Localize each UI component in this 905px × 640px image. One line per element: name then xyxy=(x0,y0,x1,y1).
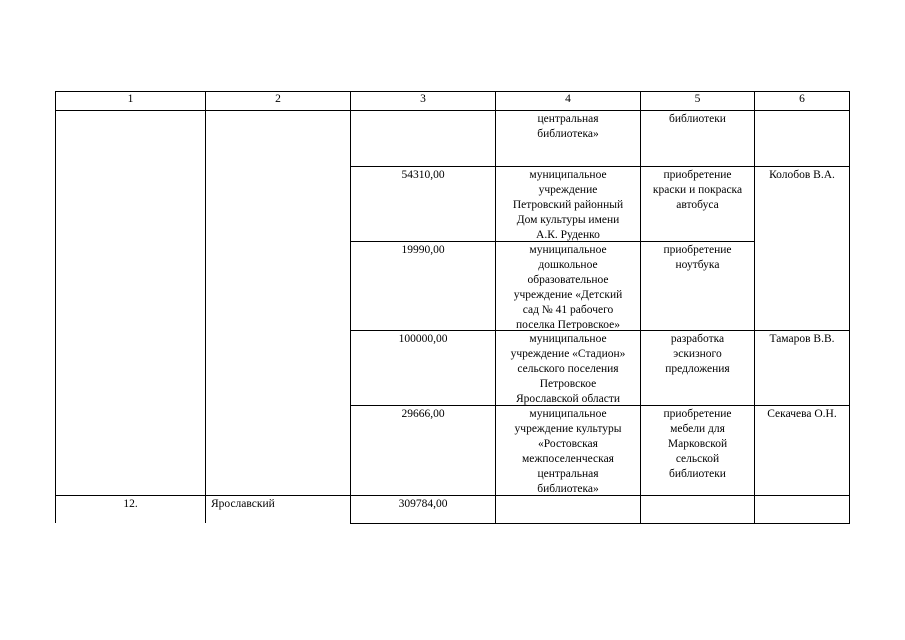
column-header-1: 1 xyxy=(127,93,134,105)
recipient-cell: муниципальное учреждение Петровский районный Дом культуры имени А.К. Руденко xyxy=(512,169,624,241)
amount-cell: 100000,00 xyxy=(398,333,448,345)
column-header-3: 3 xyxy=(420,93,426,105)
recipient-cell: центральная библиотека» xyxy=(537,113,599,140)
deputy-cell: Тамаров В.В. xyxy=(769,333,835,345)
column-header-6: 6 xyxy=(799,93,805,105)
recipient-cell: муниципальное учреждение «Стадион» сельского поселения Петровское Ярославской области xyxy=(510,333,626,405)
purpose-cell: приобретение мебели для Марковской сельской библиотеки xyxy=(663,408,732,480)
column-header-5: 5 xyxy=(694,93,701,105)
district-cell: Ярославский xyxy=(211,498,275,510)
amount-cell: 29666,00 xyxy=(401,408,445,420)
amount-cell: 309784,00 xyxy=(398,498,448,510)
column-header-2: 2 xyxy=(275,93,281,105)
amount-cell: 19990,00 xyxy=(401,244,445,256)
amount-cell: 54310,00 xyxy=(401,169,445,181)
purpose-cell: приобретение краски и покраска автобуса xyxy=(652,169,743,211)
deputy-cell: Колобов В.А. xyxy=(769,169,835,181)
row-number-cell: 12. xyxy=(123,498,138,510)
purpose-cell: разработка эскизного предложения xyxy=(665,333,730,375)
deputy-cell: Секачева О.Н. xyxy=(767,408,837,420)
purpose-cell: приобретение ноутбука xyxy=(663,244,732,271)
recipient-cell: муниципальное учреждение культуры «Ростовская межпоселенческая центральная библиотека» xyxy=(514,408,622,495)
purpose-cell: библиотеки xyxy=(669,113,726,125)
column-header-4: 4 xyxy=(565,93,571,105)
recipient-cell: муниципальное дошкольное образовательное учреждение «Детский сад № 41 рабочего поселка Петровское» xyxy=(513,244,623,331)
